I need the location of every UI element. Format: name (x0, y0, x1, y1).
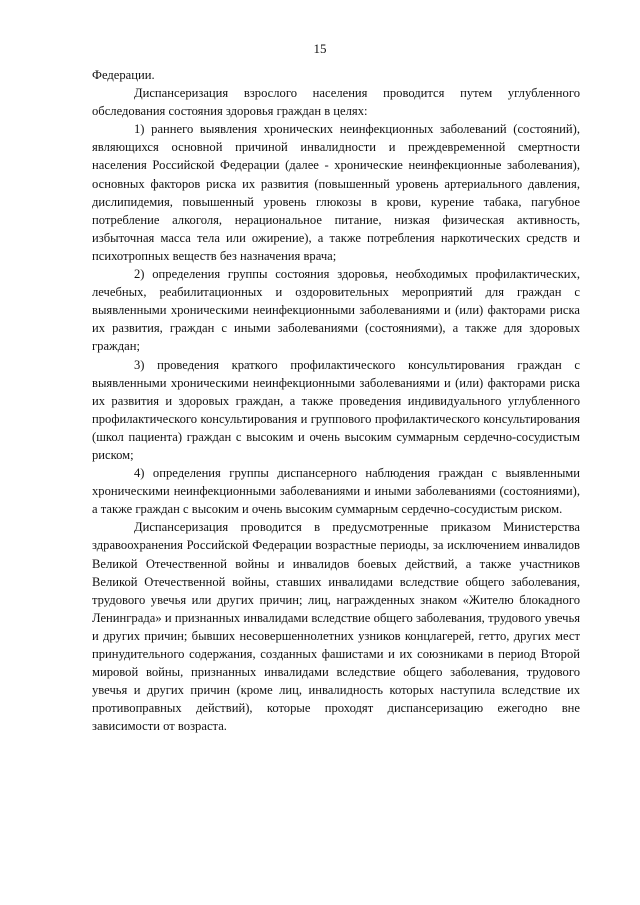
list-item-2: 2) определения группы состояния здоровья, необходимых профилактических, лечебных, реабилитационных и оздоровительных мероприятий для граждан с выявленными хроническими неинфекционными заболеваниями и (или) факторами риска их развития, граждан с иными заболеваниями (состояниями), а также для здоровых граждан; (92, 267, 580, 354)
page-number: 15 (313, 41, 327, 56)
list-item-1: 1) раннего выявления хронических неинфекционных заболеваний (состояний), являющихся основной причиной инвалидности и преждевременной смертности населения Российской Федерации (далее - хронические неинфекционные заболевания), основных факторов риска их развития (повышенный уровень артериального давления, дислипидемия, повышенный уровень глюкозы в крови, курение табака, пагубное потребление алкоголя, нерациональное питание, низкая физическая активность, избыточная масса тела или ожирение), а также потребления наркотических средств и психотропных веществ без назначения врача; (92, 122, 580, 263)
list-item-4: 4) определения группы диспансерного наблюдения граждан с выявленными хроническими неинфекционными заболеваниями и иными заболеваниями (состояниями), а также граждан с высоким и очень высоким суммарным сердечно-сосудистым риском. (92, 466, 580, 517)
paragraph-intro: Диспансеризация взрослого населения проводится путем углубленного обследования состояния здоровья граждан в целях: (92, 86, 580, 119)
paragraph-continuation: Федерации. (92, 68, 155, 82)
document-body (92, 66, 580, 735)
list-item-3: 3) проведения краткого профилактического консультирования граждан с выявленными хроническими неинфекционными заболеваниями и (или) факторами риска их развития и здоровых граждан, а также проведения индивидуального углубленного профилактического консультирования и группового профилактического консультирования (школ пациента) граждан с высоким и очень высоким суммарным сердечно-сосудистым риском; (92, 357, 580, 462)
paragraph-age-periods: Диспансеризация проводится в предусмотренные приказом Министерства здравоохранения Российской Федерации возрастные периоды, за исключением инвалидов Великой Отечественной войны и инвалидов боевых действий, а также участников Великой Отечественной войны, ставших инвалидами вследствие общего заболевания, трудового увечья или других причин; лиц, награжденных знаком «Жителю блокадного Ленинграда» и признанных инвалидами вследствие общего заболевания, трудового увечья и других причин; бывших несовершеннолетних узников концлагерей, гетто, других мест принудительного содержания, созданных фашистами и их союзниками в период Второй мировой войны, признанных инвалидами вследствие общего заболевания, трудового увечья и других причин (кроме лиц, инвалидность которых наступила вследствие их противоправных действий), которые проходят диспансеризацию ежегодно вне зависимости от возраста. (92, 520, 580, 734)
